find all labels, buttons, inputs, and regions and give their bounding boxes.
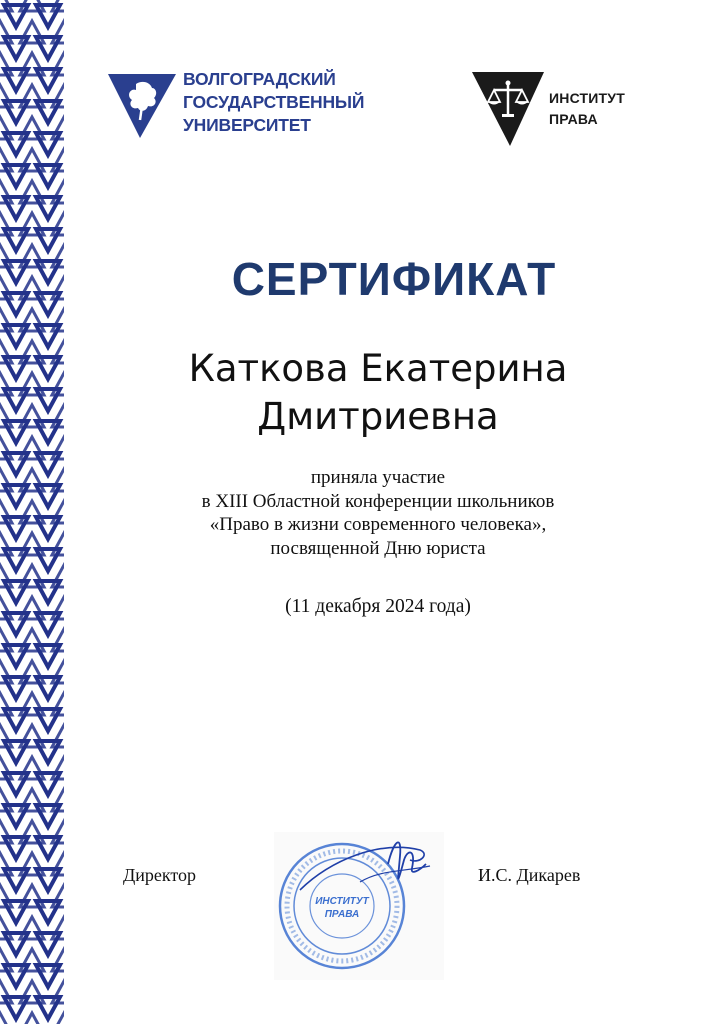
body-line: «Право в жизни современного человека», <box>209 514 547 535</box>
certificate-body <box>64 466 692 560</box>
institute-name <box>549 88 625 130</box>
recipient-name <box>64 345 692 441</box>
certificate-title: СЕРТИФИКАТ <box>231 253 557 305</box>
institute-logo <box>472 70 662 150</box>
university-name-line: ГОСУДАРСТВЕННЫЙ <box>183 92 365 112</box>
stamp-text-line: ИНСТИТУТ <box>315 896 369 907</box>
oak-leaf-triangle-icon <box>106 68 178 140</box>
scales-of-justice-icon <box>472 70 544 146</box>
university-name-line: УНИВЕРСИТЕТ <box>183 115 311 135</box>
university-logo <box>106 66 396 150</box>
university-name <box>183 68 364 137</box>
body-line: в XIII Областной конференции школьников <box>201 490 555 512</box>
institute-name-line: ИНСТИТУТ <box>549 90 625 106</box>
official-stamp-icon <box>270 820 446 980</box>
body-line: приняла участие <box>310 467 446 488</box>
recipient-name-line: Каткова Екатерина <box>188 347 568 390</box>
signatory-name: И.С. Дикарев <box>478 865 581 885</box>
signatory-position: Директор <box>123 865 197 885</box>
university-name-line: ВОЛГОГРАДСКИЙ <box>183 69 336 89</box>
institute-name-line: ПРАВА <box>549 111 598 127</box>
event-date: (11 декабря 2024 года) <box>285 596 471 617</box>
decorative-border-strip <box>0 0 64 1024</box>
recipient-name-line: Дмитриевна <box>257 395 499 438</box>
body-line: посвященной Дню юриста <box>270 537 486 559</box>
stamp-text-line: ПРАВА <box>324 909 360 920</box>
